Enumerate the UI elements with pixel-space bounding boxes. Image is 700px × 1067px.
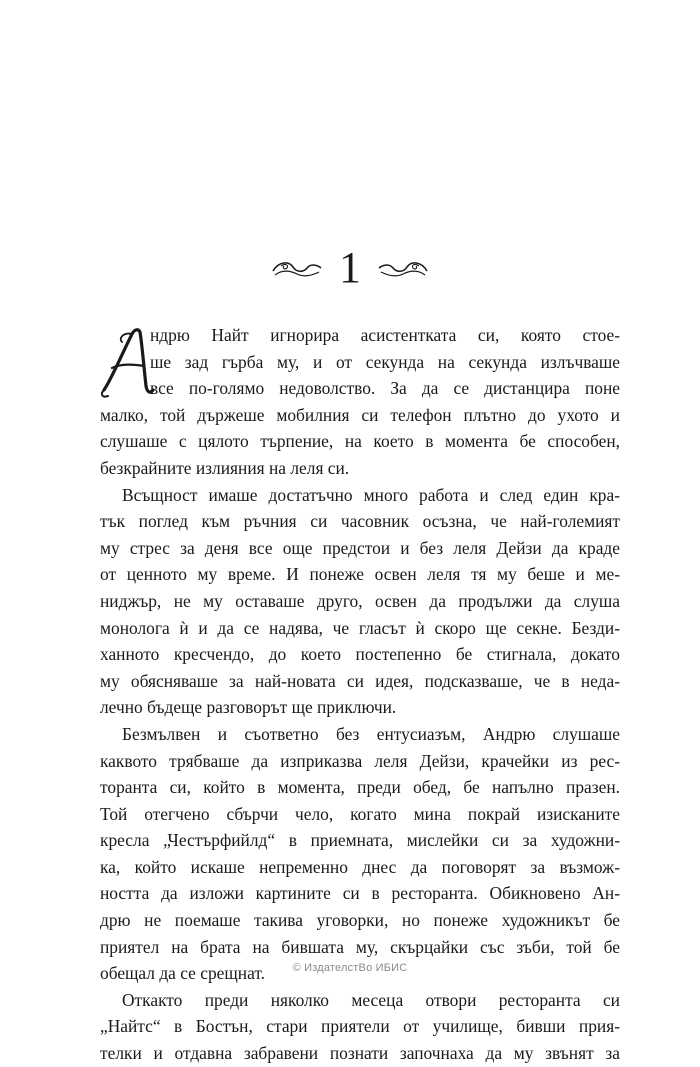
chapter-heading (0, 238, 700, 298)
text-line: Всъщност имаше достатъчно много работа и след един кра- (122, 484, 620, 505)
text-line: му стрес за деня все още предстои и без леля Дейзи да краде (100, 537, 620, 558)
text-line: тък поглед към ръчния си часовник осъзна, че най-големият (100, 511, 620, 532)
text-line: кресла „Честърфийлд“ в приемната, мислейки си за художни- (100, 830, 620, 851)
text-line: безкрайните излияния на леля си. (100, 457, 350, 478)
chapter-number: 1 (339, 243, 361, 292)
text-line: малко, той държеше мобилния си телефон плътно до ухото и (100, 404, 620, 425)
text-line: все по-голямо недоволство. За да се дистанцира поне (150, 378, 620, 399)
text-line: телки и отдавна забравени познати започнаха да му звънят за (100, 1043, 620, 1064)
text-line: от ценното му време. И понеже освен леля тя му беше и ме- (100, 564, 620, 585)
swirl-ornament-right-icon (377, 257, 429, 279)
text-line: дрю не поемаше такива уговорки, но понеже художникът бе (100, 910, 620, 931)
chapter-text (100, 322, 620, 1067)
text-line: обещал да се срещнат. (100, 963, 265, 984)
text-line: ндрю Найт игнорира асистентката си, която стое- (150, 325, 620, 345)
text-line: каквото трябваше да изприказва леля Дейзи, крачейки из рес- (100, 750, 620, 771)
text-line: приятел на брата на бившата му, скърцайки със зъби, той бе (100, 936, 620, 957)
text-line: ността да изложи картините си в ресторанта. Обикновено Ан- (100, 883, 620, 904)
text-line: ше зад гърба му, и от секунда на секунда излъчваше (150, 351, 620, 372)
text-line: ка, който искаше непременно днес да поговорят за възмож- (100, 856, 620, 877)
swirl-ornament-left-icon (271, 257, 323, 279)
text-line: „Найтс“ в Бостън, стари приятели от училище, бивши прия- (100, 1016, 620, 1037)
text-line: ханното кресчендо, до което постепенно бе стигнала, докато (100, 644, 620, 665)
drop-cap-letter (98, 324, 154, 398)
text-line: Той отегчено сбърчи чело, когато мина покрай изисканите (100, 803, 620, 824)
text-line: Безмълвен и съответно без ентусиазъм, Андрю слушаше (122, 723, 620, 744)
text-line: лечно бъдеще разговорът ще приключи. (100, 697, 397, 718)
text-line: ниджър, не му оставаше друго, освен да продължи да слуша (100, 590, 620, 611)
copyright-footer: © ИздателстВо ИБИС (292, 962, 408, 974)
text-line: му обясняваше за най-новата си идея, подсказваше, че в неда- (100, 670, 620, 691)
text-line: слушаше с цялото търпение, на което в момента бе способен, (100, 431, 620, 452)
text-line: Откакто преди няколко месеца отвори ресторанта си (122, 989, 620, 1010)
text-line: монолога ѝ и да се надява, че гласът ѝ скоро ще секне. Безди- (100, 617, 620, 638)
text-line: торанта си, който в момента, преди обед, бе напълно празен. (100, 777, 620, 798)
